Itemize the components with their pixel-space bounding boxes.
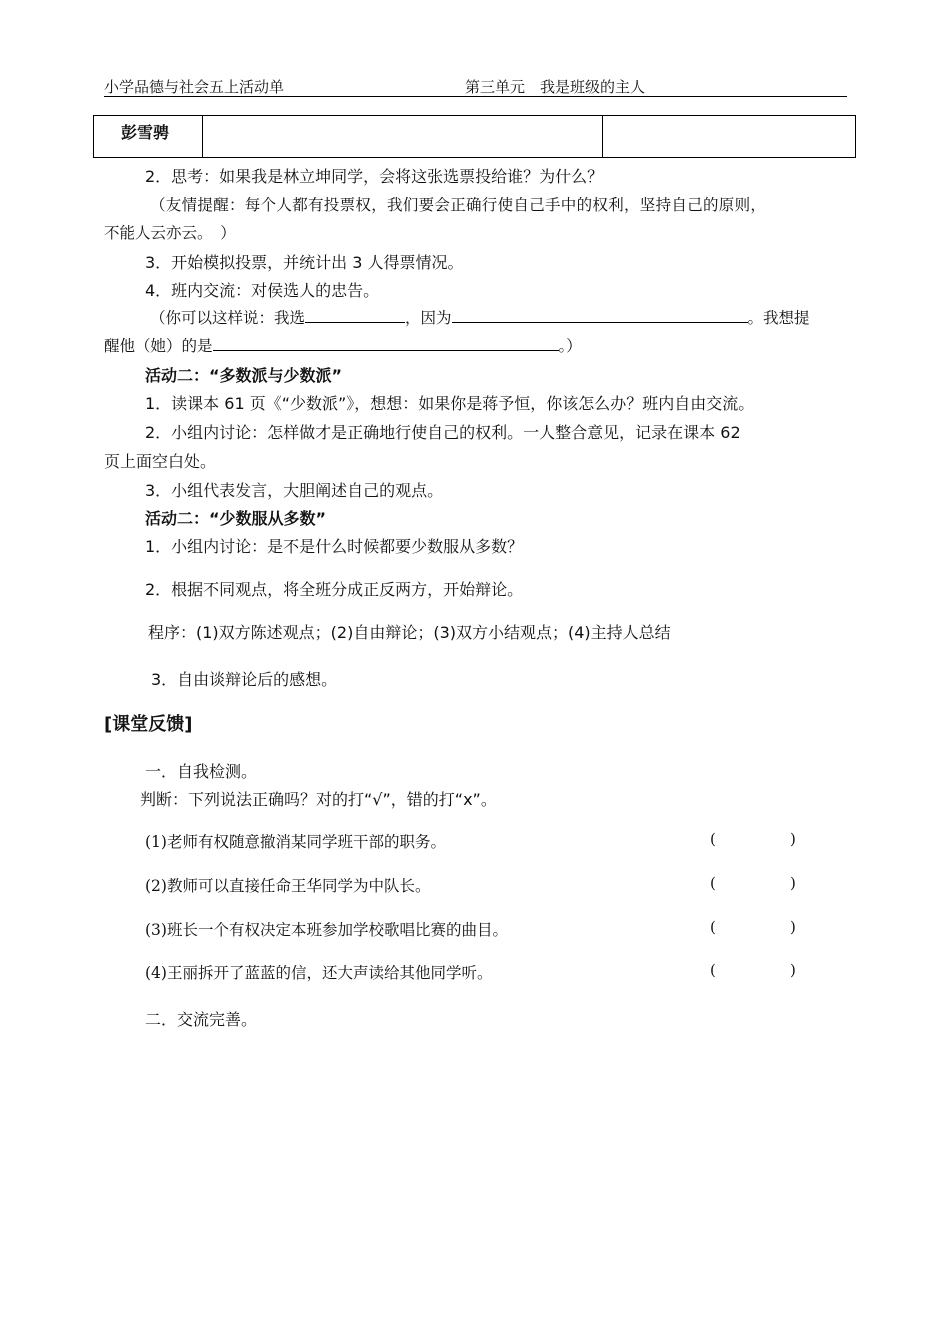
answer-paren-open-4: ( bbox=[710, 961, 716, 979]
candidate-name: 彭雪骋 bbox=[121, 123, 170, 142]
activity-2-item-2a: 2．小组内讨论：怎样做才是正确地行使自己的权利。一人整合意见，记录在课本 62 bbox=[145, 423, 741, 442]
tip-line-2: 不能人云亦云。 ） bbox=[104, 224, 236, 242]
activity-3-item-3: 3．自由谈辩论后的感想。 bbox=[151, 670, 338, 689]
candidate-table-row bbox=[93, 115, 856, 158]
exchange-heading: 二．交流完善。 bbox=[145, 1010, 258, 1029]
judgement-question-4: (4)王丽拆开了蓝蓝的信，还大声读给其他同学听。 bbox=[145, 964, 493, 982]
sentence-frame-text-5: 。） bbox=[558, 337, 582, 355]
header-rule bbox=[104, 96, 847, 97]
judgement-question-1: (1)老师有权随意撤消某同学班干部的职务。 bbox=[145, 833, 446, 851]
answer-paren-open-1: ( bbox=[710, 830, 716, 848]
answer-paren-open-3: ( bbox=[710, 918, 716, 936]
question-3: 3．开始模拟投票，并统计出 3 人得票情况。 bbox=[145, 253, 464, 272]
activity-minority-obeys-title: 活动二：“少数服从多数” bbox=[145, 509, 327, 528]
header-right: 第三单元 我是班级的主人 bbox=[465, 78, 646, 96]
tip-line-1: （友情提醒：每个人都有投票权，我们要会正确行使自己手中的权利，坚持自己的原则， bbox=[150, 196, 767, 214]
sentence-frame-text-4: 醒他（她）的是 bbox=[104, 337, 213, 355]
activity-2-item-1: 1．读课本 61 页《“少数派”》，想想：如果你是蒋予恒，你该怎么办？班内自由交流。 bbox=[145, 394, 755, 413]
activity-majority-minority-title: 活动二：“多数派与少数派” bbox=[145, 366, 343, 385]
blank-choice[interactable] bbox=[305, 308, 405, 323]
sentence-frame-line-2 bbox=[104, 334, 582, 356]
question-4: 4．班内交流：对侯选人的忠告。 bbox=[145, 281, 380, 300]
blank-advice[interactable] bbox=[213, 336, 559, 351]
answer-paren-open-2: ( bbox=[710, 874, 716, 892]
activity-2-item-2b: 页上面空白处。 bbox=[104, 452, 217, 471]
sentence-frame-line-1 bbox=[150, 306, 810, 328]
blank-reason[interactable] bbox=[452, 308, 748, 323]
feedback-title: [课堂反馈] bbox=[104, 714, 193, 735]
answer-paren-close-4: ) bbox=[790, 961, 796, 979]
self-check-heading: 一．自我检测。 bbox=[145, 762, 258, 781]
table-divider bbox=[602, 116, 603, 157]
answer-paren-close-3: ) bbox=[790, 918, 796, 936]
judgement-question-2: (2)教师可以直接任命王华同学为中队长。 bbox=[145, 877, 431, 895]
activity-2-item-3: 3．小组代表发言，大胆阐述自己的观点。 bbox=[145, 481, 444, 500]
sentence-frame-text-1: （你可以这样说：我选 bbox=[150, 309, 306, 327]
candidate-name-cell bbox=[94, 116, 203, 157]
judgement-instruction: 判断：下列说法正确吗？对的打“√”，错的打“x”。 bbox=[140, 790, 497, 809]
answer-paren-close-2: ) bbox=[790, 874, 796, 892]
answer-paren-close-1: ) bbox=[790, 830, 796, 848]
activity-3-item-2: 2．根据不同观点，将全班分成正反两方，开始辩论。 bbox=[145, 580, 524, 599]
judgement-question-3: (3)班长一个有权决定本班参加学校歌唱比赛的曲目。 bbox=[145, 921, 508, 939]
debate-procedure: 程序：(1)双方陈述观点；(2)自由辩论；(3)双方小结观点；(4)主持人总结 bbox=[148, 623, 671, 642]
sentence-frame-text-3: 。我想提 bbox=[747, 309, 810, 327]
sentence-frame-text-2: ，因为 bbox=[405, 309, 452, 327]
activity-3-item-1: 1．小组内讨论：是不是什么时候都要少数服从多数？ bbox=[145, 537, 524, 556]
header-left: 小学品德与社会五上活动单 bbox=[104, 78, 285, 96]
question-2: 2．思考：如果我是林立坤同学，会将这张选票投给谁？为什么？ bbox=[145, 167, 604, 186]
